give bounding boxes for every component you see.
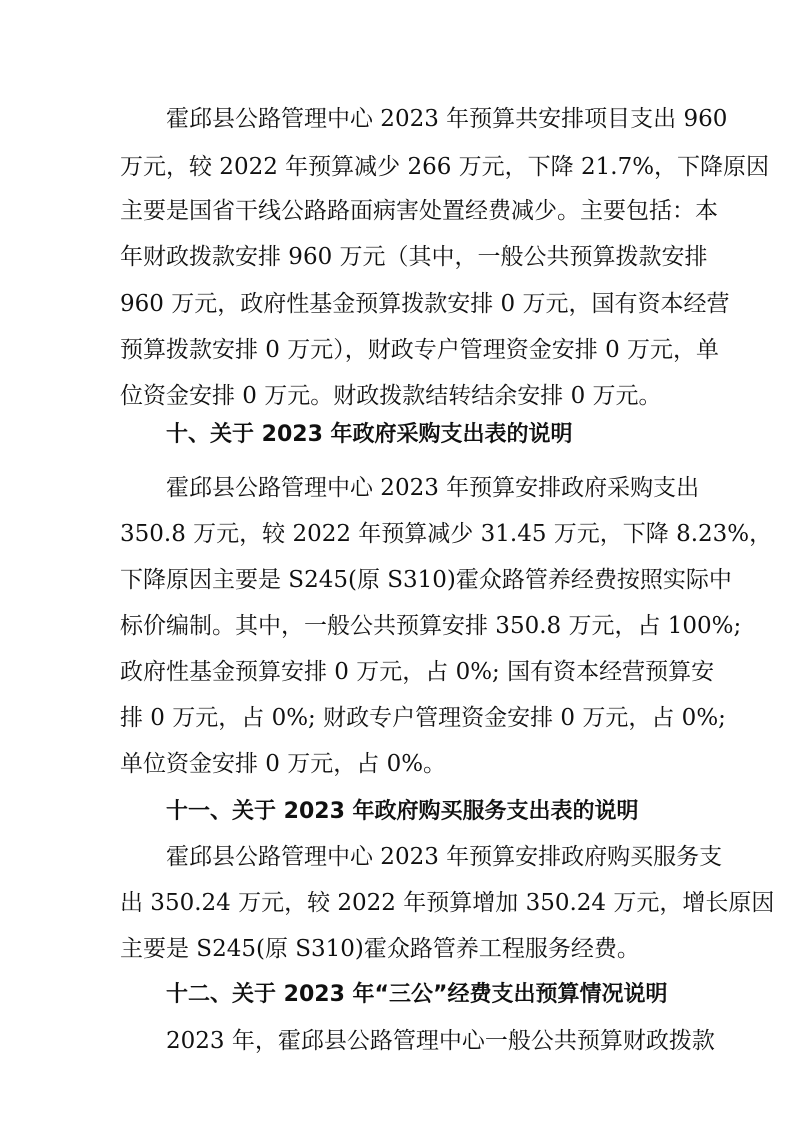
section-heading: 十二、关于 2023 年“三公”经费支出预算情况说明 [166, 982, 668, 1007]
paragraph-line: 政府性基金预算安排 0 万元，占 0%; 国有资本经营预算安 [120, 659, 715, 685]
paragraph-line: 出 350.24 万元，较 2022 年预算增加 350.24 万元，增长原因 [120, 890, 775, 916]
paragraph-line: 主要是国省干线公路路面病害处置经费减少。主要包括：本 [120, 198, 718, 224]
paragraph-line: 单位资金安排 0 万元，占 0%。 [120, 751, 447, 777]
paragraph-line: 霍邱县公路管理中心 2023 年预算安排政府购买服务支 [166, 844, 723, 870]
paragraph-line: 年财政拨款安排 960 万元（其中，一般公共预算拨款安排 [120, 244, 708, 270]
paragraph-line: 位资金安排 0 万元。财政拨款结转结余安排 0 万元。 [120, 383, 662, 409]
paragraph-line: 主要是 S245(原 S310)霍众路管养工程服务经费。 [120, 936, 640, 962]
paragraph-line: 万元，较 2022 年预算减少 266 万元，下降 21.7%，下降原因 [120, 154, 770, 180]
paragraph-line: 预算拨款安排 0 万元），财政专户管理资金安排 0 万元，单 [120, 337, 720, 363]
paragraph-line: 350.8 万元，较 2022 年预算减少 31.45 万元，下降 8.23%， [120, 521, 773, 547]
paragraph-line: 霍邱县公路管理中心 2023 年预算共安排项目支出 960 [166, 106, 728, 132]
paragraph-line: 下降原因主要是 S245(原 S310)霍众路管养经费按照实际中 [120, 567, 732, 593]
paragraph-line: 2023 年，霍邱县公路管理中心一般公共预算财政拨款 [166, 1028, 715, 1054]
paragraph-line: 排 0 万元，占 0%; 财政专户管理资金安排 0 万元，占 0%; [120, 705, 726, 731]
paragraph-line: 霍邱县公路管理中心 2023 年预算安排政府采购支出 [166, 475, 700, 501]
section-heading: 十、关于 2023 年政府采购支出表的说明 [166, 422, 573, 447]
section-heading: 十一、关于 2023 年政府购买服务支出表的说明 [166, 799, 639, 824]
paragraph-line: 960 万元，政府性基金预算拨款安排 0 万元，国有资本经营 [120, 291, 730, 317]
paragraph-line: 标价编制。其中，一般公共预算安排 350.8 万元，占 100%; [120, 613, 742, 639]
